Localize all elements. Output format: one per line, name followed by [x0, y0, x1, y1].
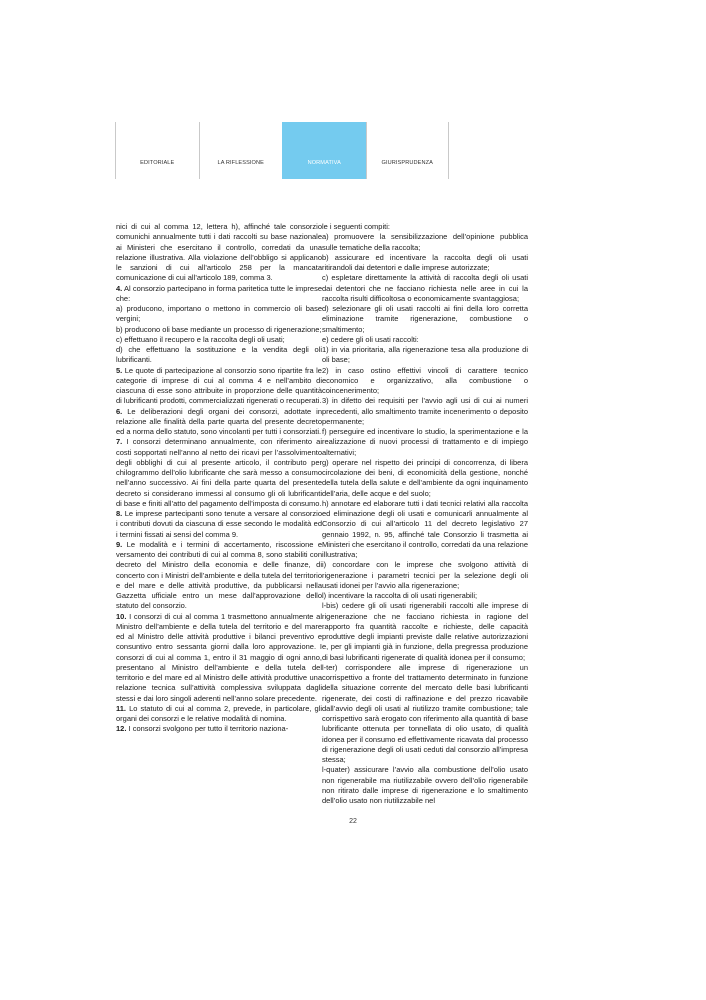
clause-number: 10.: [116, 611, 127, 621]
paragraph-text: Le modalità e i termini di accertamento, riscossione e versamento dei contributi di cui al comma 8, sono stabiliti con decreto del Ministro della economia e delle finanze, di concerto con i Ministri dell’ambiente e della tutela del territorio e del mare e delle attività produttive, da pubblicarsi nella Gazzetta ufficiale entro un mese dall’approvazione dello statuto del consorzio.: [116, 539, 322, 611]
clause-number: 8.: [116, 509, 123, 518]
paragraph: [116, 407, 322, 438]
article-body: [116, 222, 528, 812]
paragraph: [116, 304, 322, 325]
paragraph-text: b) assicurare ed incentivare la raccolta degli oli usati ritirandoli dai detentori e dalle imprese autorizzate;: [322, 252, 528, 272]
page-number: 22: [349, 818, 357, 825]
paragraph: [322, 273, 528, 304]
paragraph-text: d) selezionare gli oli usati raccolti ai fini della loro corretta eliminazione tramite rigenerazione, combustione o smaltimento;: [322, 304, 528, 334]
paragraph-text: f) perseguire ed incentivare lo studio, la sperimentazione e la realizzazione di nuovi processi di trattamento e di impiego alternativi;: [322, 427, 528, 457]
paragraph-text: b) producono oli base mediante un processo di rigenerazione;: [116, 324, 322, 334]
paragraph: [116, 345, 322, 366]
clause-number: 7.: [116, 437, 123, 447]
paragraph-text: nici di cui al comma 12, lettera h), affinché tale consorzio comunichi annualmente tutti i dati raccolti su base nazionale ai Ministeri che esercitano il controllo, corredati da una relazione illustrativa. Alla violazione dell’obbligo si applicano le sanzioni di cui all’articolo 258 per la mancata comunicazione di cui all’articolo 189, comma 3.: [116, 222, 322, 283]
paragraph: [322, 591, 528, 601]
paragraph: [116, 335, 322, 345]
right-column: [322, 222, 528, 812]
clause-number: 6.: [116, 406, 123, 416]
clause-number: 5.: [116, 365, 123, 375]
paragraph: [116, 325, 322, 335]
paragraph-text: c) espletare direttamente la attività di raccolta degli oli usati dai detentori che ne facciano richiesta nelle aree in cui la raccolta risulti difficoltosa o economicamente svantaggiosa;: [322, 273, 528, 303]
paragraph: [116, 284, 322, 305]
paragraph-text: l) incentivare la raccolta di oli usati rigenerabili;: [322, 591, 478, 600]
paragraph: [322, 222, 528, 232]
paragraph-text: a) promuovere la sensibilizzazione dell’opinione pubblica sulle tematiche della raccolta;: [322, 232, 528, 252]
paragraph-text: c) effettuano il recupero e la raccolta degli oli usati;: [116, 334, 285, 344]
paragraph-text: 2) in caso ostino effettivi vincoli di carattere tecnico economico e organizzativo, alla combustione o coincenerimento;: [322, 365, 528, 395]
paragraph: [322, 304, 528, 335]
paragraph: [116, 724, 322, 734]
paragraph-text: Le deliberazioni degli organi dei consorzi, adottate in relazione alle finalità della parte quarta del presente decreto ed a norma dello statuto, sono vincolanti per tutti i consorziati.: [116, 406, 322, 436]
paragraph-text: I consorzi determinano annualmente, con riferimento ai costi sopportati nell’anno al netto dei ricavi per l’assolvimento degli obblighi di cui al presente articolo, il contributo per chilogrammo dell’olio lubrificante che sarà messo a consumo nell’anno successivo. Ai fini della parte quarta del presente decreto si considerano immessi al consumo gli oli lubrificanti di base e finiti all’atto del pagamento dell’imposta di consumo.: [116, 437, 322, 508]
paragraph: [322, 560, 528, 591]
paragraph: [116, 366, 322, 407]
paragraph: [116, 222, 322, 284]
paragraph: [322, 253, 528, 274]
paragraph: [116, 437, 322, 509]
paragraph-text: 3) in difetto dei requisiti per l’avvio agli usi di cui ai numeri precedenti, allo smaltimento tramite incenerimento o deposito permanente;: [322, 396, 528, 426]
tab-editoriale[interactable]: EDITORIALE: [115, 122, 199, 179]
paragraph-text: 1) in via prioritaria, alla rigenerazione tesa alla produzione di oli base;: [322, 345, 528, 365]
tab-normativa[interactable]: NORMATIVA: [282, 122, 366, 179]
paragraph: [116, 540, 322, 612]
paragraph: [322, 458, 528, 499]
paragraph-text: h) annotare ed elaborare tutti i dati tecnici relativi alla raccolta ed eliminazione degli oli usati e comunicarli annualmente al Consorzio di cui all’articolo 11 del decreto legislativo 27 gennaio 1992, n. 95, affinché tale Consorzio li trasmetta ai Ministeri che esercitano il controllo, corredati da una relazione illustrativa;: [322, 498, 528, 559]
paragraph-text: Al consorzio partecipano in forma paritetica tutte le imprese che:: [116, 283, 322, 303]
paragraph-text: i) concordare con le imprese che svolgono attività di rigenerazione i parametri tecnici per la selezione degli oli usati idonei per l’avvio alla rigenerazione;: [322, 560, 528, 590]
section-tabs: [115, 122, 449, 179]
paragraph: [322, 335, 528, 345]
paragraph: [322, 366, 528, 397]
paragraph: [116, 704, 322, 725]
paragraph: [322, 427, 528, 458]
paragraph: [322, 499, 528, 561]
paragraph-text: l-quater) assicurare l’avvio alla combustione dell’olio usato non rigenerabile ma riutilizzabile ovvero dell’olio rigenerabile non ritirato dalle imprese di rigenerazione e lo smaltimento dell’olio usato non riutilizzabile nel: [322, 765, 528, 805]
paragraph-text: Le quote di partecipazione al consorzio sono ripartite fra le categorie di imprese di cui al comma 4 e nell’ambito di ciascuna di esse sono attribuite in proporzione delle quantità di lubrificanti prodotti, commercializzati rigenerati o recuperati.: [116, 365, 322, 406]
paragraph-text: l-ter) corrispondere alle imprese di rigenerazione un corrispettivo a fronte del trattamento determinato in funzione della situazione corrente del mercato delle basi lubrificanti rigenerate, dei costi di raffinazione e del prezzo ricavabile dall’avvio degli oli usati al riutilizzo tramite combustione; tale corrispettivo sarà erogato con riferimento alla quantità di base lubrificante ottenuta per tonnellata di olio usato, di qualità idonea per il consumo ed effettivamente ricavata dal processo di rigenerazione degli oli usati ceduti dal consorzio all’impresa stessa;: [322, 662, 528, 764]
tab-giurisprudenza[interactable]: GIURISPRUDENZA: [366, 122, 450, 179]
paragraph-text: Lo statuto di cui al comma 2, prevede, in particolare, gli organi dei consorzi e le relative modalità di nomina.: [116, 703, 322, 723]
paragraph: [322, 396, 528, 427]
paragraph: [322, 345, 528, 366]
paragraph-text: g) operare nel rispetto dei principi di concorrenza, di libera circolazione dei beni, di economicità della gestione, nonché della tutela della salute e dell’ambiente da ogni inquinamento dell’aria, delle acque e del suolo;: [322, 457, 528, 498]
paragraph: [322, 601, 528, 663]
paragraph-text: d) che effettuano la sostituzione e la vendita degli oli lubrificanti.: [116, 345, 322, 365]
paragraph: [322, 765, 528, 806]
paragraph: [116, 612, 322, 704]
clause-number: 9.: [116, 539, 123, 549]
paragraph-text: le i seguenti compiti:: [322, 222, 390, 231]
clause-number: 11.: [116, 703, 127, 713]
left-column: [116, 222, 322, 812]
paragraph-text: e) cedere gli oli usati raccolti:: [322, 334, 419, 344]
paragraph-text: Le imprese partecipanti sono tenute a versare al consorzio i contributi dovuti da ciascuna di esse secondo le modalità ed i termini fissati ai sensi del comma 9.: [116, 509, 322, 539]
paragraph-text: a) producono, importano o mettono in commercio oli base vergini;: [116, 304, 322, 324]
clause-number: 4.: [116, 283, 123, 293]
paragraph: [116, 509, 322, 540]
clause-number: 12.: [116, 724, 127, 734]
tab-la-riflessione[interactable]: LA RIFLESSIONE: [199, 122, 283, 179]
paragraph-text: l-bis) cedere gli oli usati rigenerabili raccolti alle imprese di rigenerazione che ne facciano richiesta in ragione del rapporto fra quantità raccolte e richieste, delle capacità produttive degli impianti previste dalle relative autorizzazioni e, per gli impianti già in funzione, della pregressa produzione di basi lubrificanti rigenerate di qualità idonea per il consumo;: [322, 601, 528, 662]
paragraph-text: I consorzi svolgono per tutto il territorio naziona-: [128, 724, 289, 734]
paragraph-text: I consorzi di cui al comma 1 trasmettono annualmente al Ministro dell’ambiente e della tutela del territorio e del mare ed al Ministro delle attività produttive i bilanci preventivo e consuntivo entro sessanta giorni dalla loro approvazione. I consorzi di cui al comma 1, entro il 31 maggio di ogni anno, presentano al Ministro dell’ambiente e della tutela del territorio e del mare ed al Ministro delle attività produttive una relazione tecnica sull’attività complessiva sviluppata dagli stessi e dai loro singoli aderenti nell’anno solare precedente.: [116, 611, 322, 703]
paragraph: [322, 232, 528, 253]
paragraph: [322, 663, 528, 766]
